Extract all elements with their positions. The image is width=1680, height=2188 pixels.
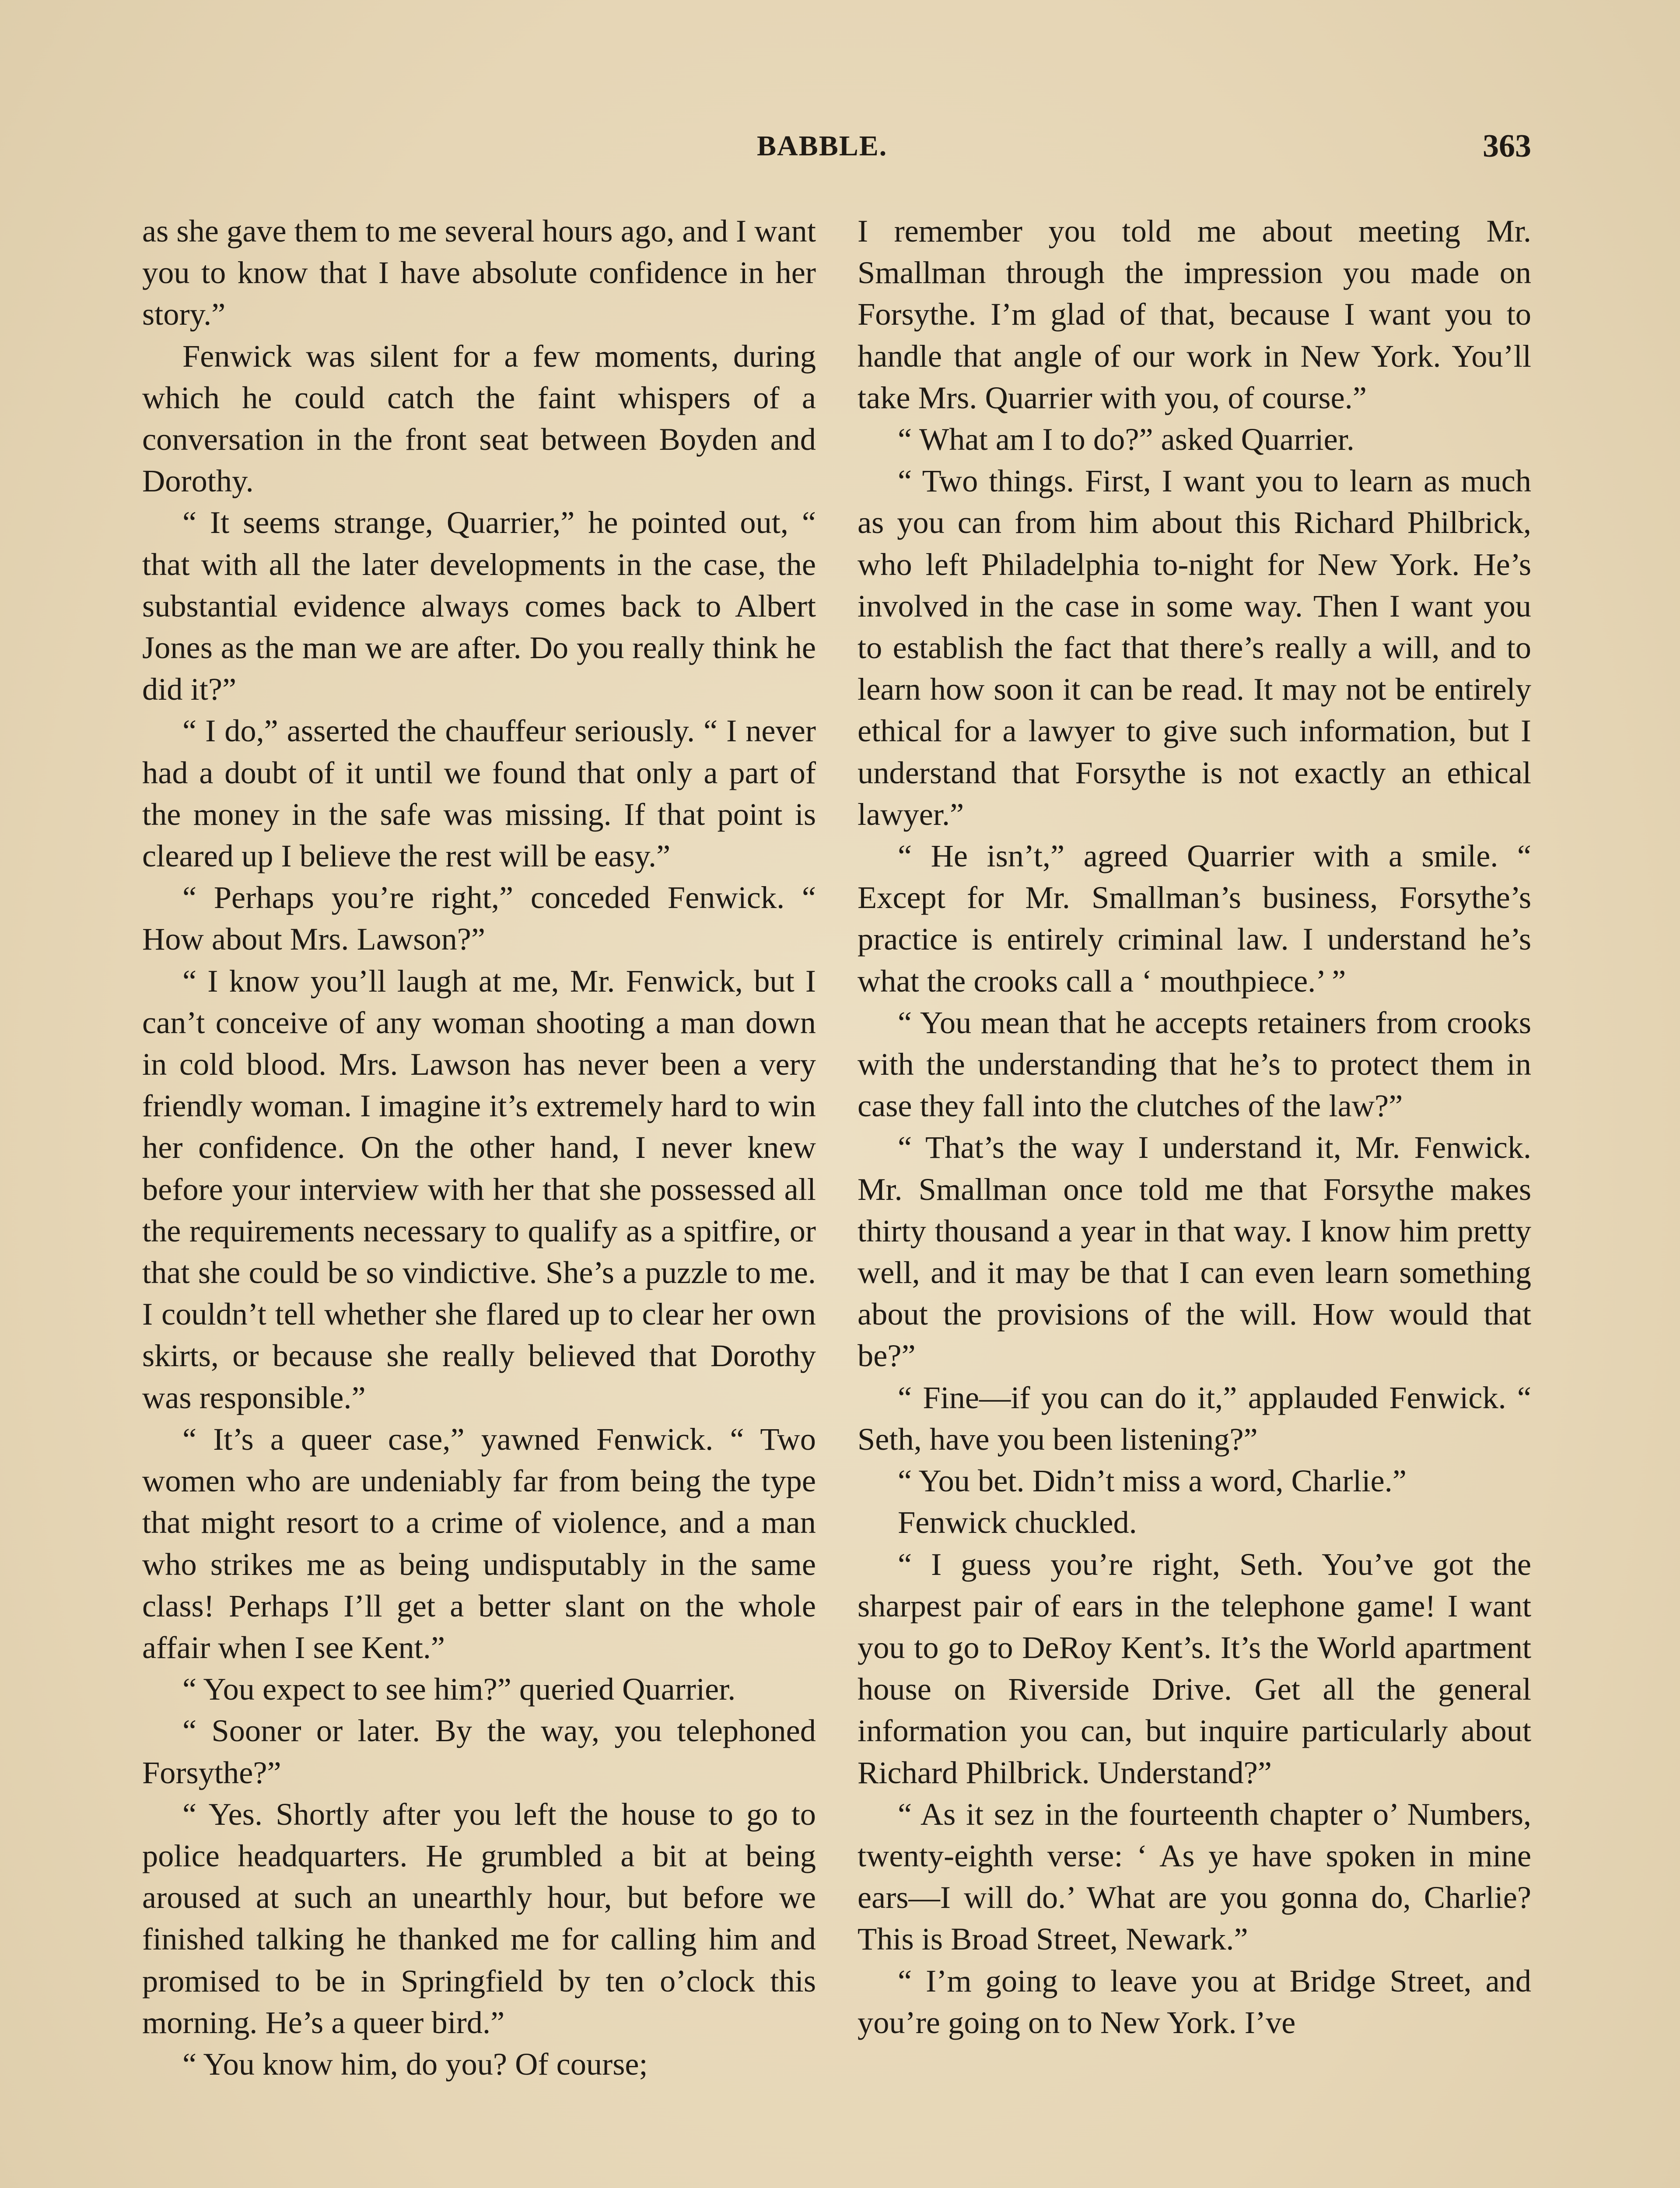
paragraph: “ Yes. Shortly after you left the house to go to police headquarters. He grumbled a bit at being aroused at such an unearthly hour, but before we finished talking he thanked me for calling him and promised to be in Springfield by ten o’clock this morning. He’s a queer bird.” <box>142 1796 816 2040</box>
paragraph: “ Sooner or later. By the way, you telephoned Forsythe?” <box>142 1713 816 1790</box>
paragraph: “ You know him, do you? Of course; <box>182 2046 648 2082</box>
paragraph: “ I do,” asserted the chauffeur seriously. “ I never had a doubt of it until we found that only a part of the money in the safe was missing. If that point is cleared up I believe the rest will be easy.” <box>142 713 816 874</box>
paragraph: Fenwick chuckled. <box>898 1504 1137 1540</box>
page-number: 363 <box>1483 128 1531 164</box>
paragraph: “ What am I to do?” asked Quarrier. <box>898 421 1354 457</box>
paragraph: “ Fine—if you can do it,” applauded Fenwick. “ Seth, have you been listening?” <box>858 1379 1531 1457</box>
paragraph: “ You mean that he accepts retainers from crooks with the understanding that he’s to protect them in case they fall into the clutches of the law?” <box>858 1004 1531 1124</box>
running-head: BABBLE. <box>757 130 888 162</box>
paragraph: “ It seems strange, Quarrier,” he pointed out, “ that with all the later developments in the case, the substantial evidence always comes back to Albert Jones as the man we are after. Do you really think he did it?” <box>142 505 816 707</box>
paragraph: “ Perhaps you’re right,” conceded Fenwick. “ How about Mrs. Lawson?” <box>142 880 816 957</box>
paragraph: “ Two things. First, I want you to learn as much as you can from him about this Richard Philbrick, who left Philadelphia to-night for New York. He’s involved in the case in some way. Then I want you to establish the fact that there’s really a will, and to learn how soon it can be read. It may not be entirely ethical for a lawyer to give such information, but I understand that Forsythe is not exactly an ethical lawyer.” <box>858 463 1531 832</box>
right-column <box>858 210 1531 2043</box>
paragraph: as she gave them to me several hours ago, and I want you to know that I have absolute confidence in her story.” <box>142 213 816 332</box>
paragraph: “ You bet. Didn’t miss a word, Charlie.” <box>898 1463 1407 1499</box>
paragraph: “ He isn’t,” agreed Quarrier with a smile. “ Except for Mr. Smallman’s business, Forsythe’s practice is entirely criminal law. I understand he’s what the crooks call a ‘ mouthpiece.’ ” <box>858 838 1531 999</box>
left-column <box>142 210 816 2085</box>
paragraph: Fenwick was silent for a few moments, during which he could catch the faint whispers of a conversation in the front seat between Boyden and Dorothy. <box>142 338 816 499</box>
paragraph: “ I guess you’re right, Seth. You’ve got the sharpest pair of ears in the telephone game! I want you to go to DeRoy Kent’s. It’s the World apartment house on Riverside Drive. Get all the general information you can, but inquire particularly about Richard Philbrick. Understand?” <box>858 1546 1531 1790</box>
paragraph: “ That’s the way I understand it, Mr. Fenwick. Mr. Smallman once told me that Forsythe makes thirty thousand a year in that way. I know him pretty well, and it may be that I can even learn something about the provisions of the will. How would that be?” <box>858 1129 1531 1374</box>
paragraph: “ I know you’ll laugh at me, Mr. Fenwick, but I can’t conceive of any woman shooting a man down in cold blood. Mrs. Lawson has never been a very friendly woman. I imagine it’s extremely hard to win her confidence. On the other hand, I never knew before your interview with her that she possessed all the requirements necessary to qualify as a spitfire, or that she could be so vindictive. She’s a puzzle to me. I couldn’t tell whether she flared up to clear her own skirts, or because she really believed that Dorothy was responsible.” <box>142 963 816 1415</box>
paragraph: “ I’m going to leave you at Bridge Street, and you’re going on to New York. I’ve <box>858 1963 1531 2040</box>
paragraph: “ You expect to see him?” queried Quarrier. <box>182 1671 736 1707</box>
paragraph: I remember you told me about meeting Mr. Smallman through the impression you made on Forsythe. I’m glad of that, because I want you to handle that angle of our work in New York. You’ll take Mrs. Quarrier with you, of course.” <box>858 213 1531 415</box>
paragraph: “ As it sez in the fourteenth chapter o’ Numbers, twenty-eighth verse: ‘ As ye have spoken in mine ears—I will do.’ What are you gonna do, Charlie? This is Broad Street, Newark.” <box>858 1796 1531 1957</box>
paragraph: “ It’s a queer case,” yawned Fenwick. “ Two women who are undeniably far from being the type that might resort to a crime of violence, and a man who strikes me as being undisputably in the same class! Perhaps I’ll get a better slant on the whole affair when I see Kent.” <box>142 1421 816 1665</box>
